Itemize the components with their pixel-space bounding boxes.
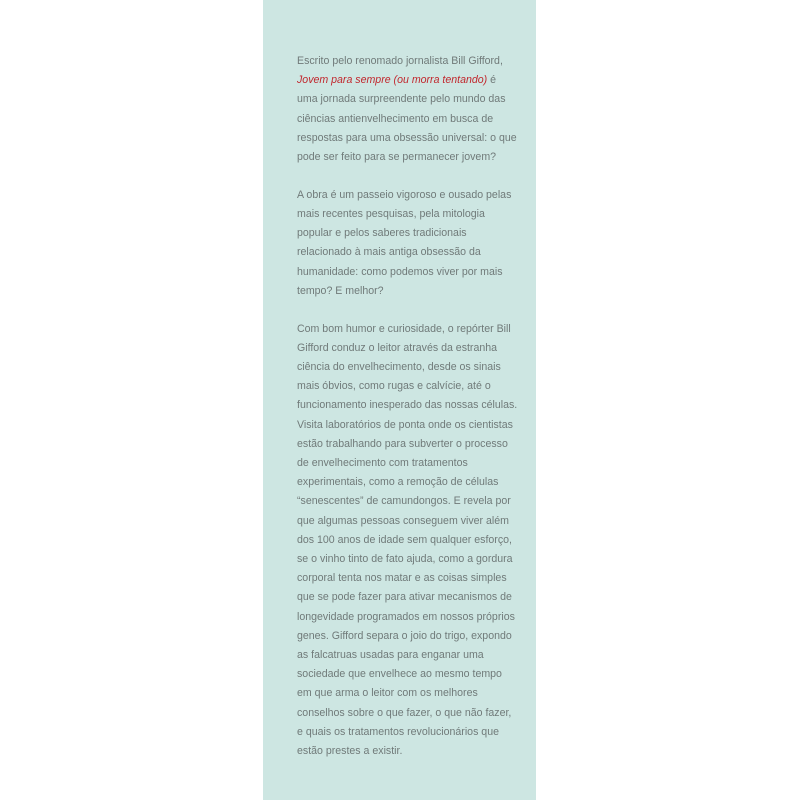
book-title: Jovem para sempre (ou morra tentando) [297, 74, 488, 87]
paragraph-details: Com bom humor e curiosidade, o repórter Bill Gifford conduz o leitor através da estranha ciência do envelhecimento, desde os sinais mais óbvios, como rugas e calvície, até o funcionamento inesperado das nossas células. Visita laboratórios de ponta onde os cientistas estão trabalhando para subverter o processo de envelhecimento com tratamentos experimentais, como a remoção de células “senescentes” de camundongos. E revela por que algumas pessoas conseguem viver além dos 100 anos de idade sem qualquer esforço, se o vinho tinto de fato ajuda, como a gordura corporal tenta nos matar e as coisas simples que se pode fazer para ativar mecanismos de longevidade programados em nossos próprios genes. Gifford separa o joio do trigo, expondo as falcatruas usadas para enganar uma sociedade que envelhece ao mesmo tempo em que arma o leitor com os melhores conselhos sobre o que fazer, o que não fazer, e quais os tratamentos revolucionários que estão prestes a existir. [297, 322, 518, 758]
description-panel [263, 0, 536, 800]
description-text [297, 52, 519, 780]
intro-text-after: é uma jornada surpreendente pelo mundo das ciências antienvelhecimento em busca de respostas para uma obsessão universal: o que pode ser feito para se permanecer jovem? [297, 74, 517, 164]
paragraph-overview: A obra é um passeio vigoroso e ousado pelas mais recentes pesquisas, pela mitologia popular e pelos saberes tradicionais relacionado à mais antiga obsessão da humanidade: como podemos viver por mais tempo? E melhor? [297, 188, 512, 297]
paragraph-intro [297, 52, 519, 167]
intro-text-before: Escrito pelo renomado jornalista Bill Gifford, [297, 55, 503, 67]
